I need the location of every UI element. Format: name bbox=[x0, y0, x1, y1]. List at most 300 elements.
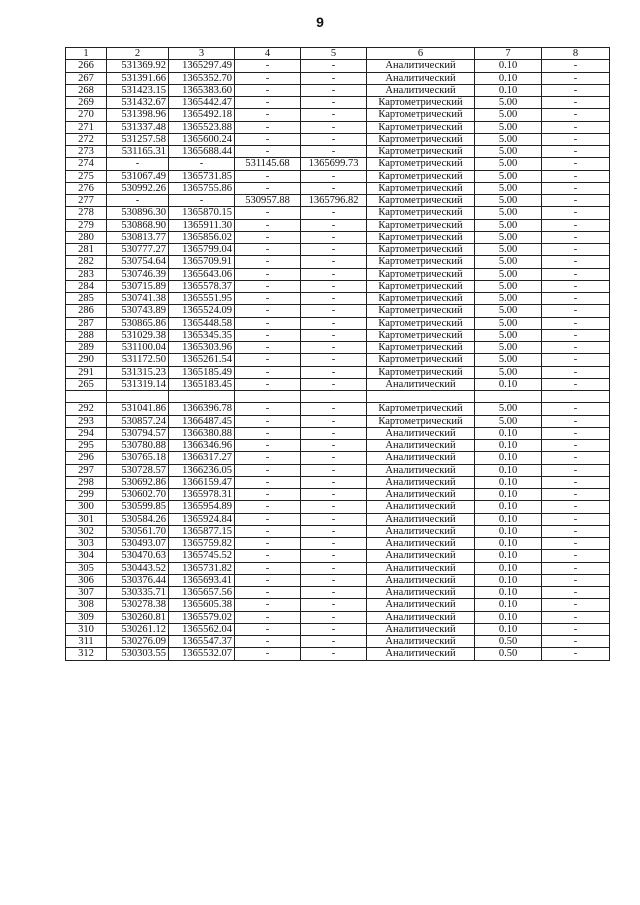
table-cell: - bbox=[542, 562, 610, 574]
table-cell bbox=[301, 391, 367, 403]
table-cell: 288 bbox=[66, 329, 107, 341]
table-cell: Картометрический bbox=[367, 244, 475, 256]
table-cell: - bbox=[235, 305, 301, 317]
table-cell: 1365297.49 bbox=[169, 60, 235, 72]
table-cell: - bbox=[235, 415, 301, 427]
table-cell: 530896.30 bbox=[107, 207, 169, 219]
table-cell: Картометрический bbox=[367, 146, 475, 158]
table-row bbox=[66, 244, 610, 256]
table-cell: - bbox=[301, 452, 367, 464]
table-cell: 266 bbox=[66, 60, 107, 72]
table-cell: Картометрический bbox=[367, 366, 475, 378]
table-cell: 531257.58 bbox=[107, 133, 169, 145]
table-row bbox=[66, 366, 610, 378]
table-cell: - bbox=[301, 170, 367, 182]
table-row bbox=[66, 452, 610, 464]
table-row bbox=[66, 317, 610, 329]
table-cell: - bbox=[235, 440, 301, 452]
table-cell: 5.00 bbox=[475, 329, 542, 341]
table-cell: - bbox=[235, 636, 301, 648]
table-cell: - bbox=[301, 489, 367, 501]
table-cell: - bbox=[542, 599, 610, 611]
table-cell: - bbox=[235, 587, 301, 599]
table-cell: - bbox=[235, 354, 301, 366]
table-cell: 530868.90 bbox=[107, 219, 169, 231]
table-cell: - bbox=[301, 611, 367, 623]
table-cell: - bbox=[542, 97, 610, 109]
table-cell: Картометрический bbox=[367, 109, 475, 121]
table-cell: - bbox=[301, 329, 367, 341]
table-cell: 269 bbox=[66, 97, 107, 109]
table-cell: - bbox=[301, 97, 367, 109]
table-row bbox=[66, 464, 610, 476]
column-header: 2 bbox=[107, 48, 169, 60]
table-cell: 1366317.27 bbox=[169, 452, 235, 464]
table-cell: 1365352.70 bbox=[169, 72, 235, 84]
table-cell: - bbox=[542, 513, 610, 525]
table-cell bbox=[169, 391, 235, 403]
table-cell: - bbox=[235, 268, 301, 280]
table-cell: 0.50 bbox=[475, 648, 542, 660]
table-cell: - bbox=[542, 525, 610, 537]
table-cell: Аналитический bbox=[367, 562, 475, 574]
table-cell: 5.00 bbox=[475, 121, 542, 133]
table-cell: 286 bbox=[66, 305, 107, 317]
table-cell: 5.00 bbox=[475, 317, 542, 329]
table-cell: 1365911.30 bbox=[169, 219, 235, 231]
table-cell: 531029.38 bbox=[107, 329, 169, 341]
table-cell: - bbox=[235, 97, 301, 109]
table-cell: - bbox=[235, 378, 301, 390]
table-row bbox=[66, 648, 610, 660]
table-cell: 530376.44 bbox=[107, 574, 169, 586]
table-cell: 530561.70 bbox=[107, 525, 169, 537]
table-cell: - bbox=[542, 182, 610, 194]
table-cell: 1365551.95 bbox=[169, 293, 235, 305]
table-cell: - bbox=[301, 293, 367, 305]
table-cell: 5.00 bbox=[475, 109, 542, 121]
table-cell: - bbox=[301, 317, 367, 329]
table-row bbox=[66, 403, 610, 415]
table-cell: - bbox=[301, 182, 367, 194]
table-cell: - bbox=[301, 476, 367, 488]
table-row bbox=[66, 489, 610, 501]
table-cell: 295 bbox=[66, 440, 107, 452]
table-cell: 1365731.82 bbox=[169, 562, 235, 574]
table-cell: 0.10 bbox=[475, 513, 542, 525]
table-cell: - bbox=[301, 109, 367, 121]
table-cell: 1365731.85 bbox=[169, 170, 235, 182]
table-cell: 1365383.60 bbox=[169, 84, 235, 96]
table-cell: 0.10 bbox=[475, 562, 542, 574]
table-cell: Аналитический bbox=[367, 464, 475, 476]
table-cell: - bbox=[235, 538, 301, 550]
table-cell: - bbox=[542, 427, 610, 439]
table-cell: - bbox=[542, 366, 610, 378]
table-row bbox=[66, 293, 610, 305]
table-cell: 308 bbox=[66, 599, 107, 611]
table-row bbox=[66, 378, 610, 390]
table-cell: 1365799.04 bbox=[169, 244, 235, 256]
table-cell: 276 bbox=[66, 182, 107, 194]
column-header: 7 bbox=[475, 48, 542, 60]
table-cell: - bbox=[542, 133, 610, 145]
table-cell: 1365524.09 bbox=[169, 305, 235, 317]
table-cell: - bbox=[301, 623, 367, 635]
table-cell: - bbox=[542, 158, 610, 170]
table-row bbox=[66, 562, 610, 574]
table-cell: - bbox=[542, 501, 610, 513]
table-cell: 531369.92 bbox=[107, 60, 169, 72]
table-cell: 277 bbox=[66, 195, 107, 207]
table-cell: 530470.63 bbox=[107, 550, 169, 562]
table-cell: 1365709.91 bbox=[169, 256, 235, 268]
table-cell: 0.10 bbox=[475, 72, 542, 84]
table-row bbox=[66, 256, 610, 268]
table-cell: Картометрический bbox=[367, 268, 475, 280]
table-cell: - bbox=[542, 109, 610, 121]
table-header-row bbox=[66, 48, 610, 60]
table-cell: 5.00 bbox=[475, 182, 542, 194]
table-cell: 274 bbox=[66, 158, 107, 170]
table-row bbox=[66, 268, 610, 280]
table-cell: 1366159.47 bbox=[169, 476, 235, 488]
table-cell: 271 bbox=[66, 121, 107, 133]
table-cell: 530584.26 bbox=[107, 513, 169, 525]
table-cell: - bbox=[542, 231, 610, 243]
table-cell bbox=[66, 391, 107, 403]
table-cell: Картометрический bbox=[367, 158, 475, 170]
table-cell: 1365448.58 bbox=[169, 317, 235, 329]
table-cell: 531067.49 bbox=[107, 170, 169, 182]
table-cell: - bbox=[235, 623, 301, 635]
table-cell: - bbox=[235, 342, 301, 354]
table-cell: Картометрический bbox=[367, 207, 475, 219]
table-cell: Картометрический bbox=[367, 415, 475, 427]
table-cell: - bbox=[301, 354, 367, 366]
table-cell: - bbox=[301, 280, 367, 292]
table-cell: - bbox=[235, 574, 301, 586]
table-cell: 530813.77 bbox=[107, 231, 169, 243]
table-cell: 530602.70 bbox=[107, 489, 169, 501]
table-cell: - bbox=[542, 636, 610, 648]
table-cell: 0.10 bbox=[475, 378, 542, 390]
table-cell: 5.00 bbox=[475, 97, 542, 109]
table-cell: 0.10 bbox=[475, 623, 542, 635]
table-cell: - bbox=[235, 489, 301, 501]
table-cell: 0.10 bbox=[475, 599, 542, 611]
table-cell: 282 bbox=[66, 256, 107, 268]
table-cell: 1365755.86 bbox=[169, 182, 235, 194]
table-cell: 0.10 bbox=[475, 489, 542, 501]
table-row bbox=[66, 170, 610, 182]
table-cell: - bbox=[235, 182, 301, 194]
coordinates-table bbox=[65, 47, 610, 661]
table-cell: 530865.86 bbox=[107, 317, 169, 329]
table-row bbox=[66, 525, 610, 537]
table-cell: - bbox=[235, 513, 301, 525]
table-cell: 1365643.06 bbox=[169, 268, 235, 280]
table-cell: 530765.18 bbox=[107, 452, 169, 464]
table-cell: - bbox=[301, 403, 367, 415]
table-row bbox=[66, 121, 610, 133]
table-row bbox=[66, 146, 610, 158]
table-cell: 531319.14 bbox=[107, 378, 169, 390]
column-header: 6 bbox=[367, 48, 475, 60]
table-cell: 303 bbox=[66, 538, 107, 550]
table-cell: - bbox=[235, 60, 301, 72]
table-row bbox=[66, 623, 610, 635]
table-cell: 0.10 bbox=[475, 84, 542, 96]
table-cell: - bbox=[542, 611, 610, 623]
table-row bbox=[66, 513, 610, 525]
table-cell: 531391.66 bbox=[107, 72, 169, 84]
table-cell: 270 bbox=[66, 109, 107, 121]
table-cell: - bbox=[235, 280, 301, 292]
table-cell: 1365492.18 bbox=[169, 109, 235, 121]
table-cell: Аналитический bbox=[367, 587, 475, 599]
table-cell: - bbox=[301, 501, 367, 513]
table-cell: - bbox=[235, 550, 301, 562]
table-cell: - bbox=[301, 550, 367, 562]
table-cell: - bbox=[169, 195, 235, 207]
table-cell: - bbox=[301, 244, 367, 256]
table-cell: - bbox=[542, 538, 610, 550]
table-cell: 1365657.56 bbox=[169, 587, 235, 599]
table-cell bbox=[542, 391, 610, 403]
table-cell: 1365261.54 bbox=[169, 354, 235, 366]
table-cell: - bbox=[235, 317, 301, 329]
table-cell: 1365759.82 bbox=[169, 538, 235, 550]
table-cell: - bbox=[235, 501, 301, 513]
table-cell: - bbox=[235, 525, 301, 537]
table-row bbox=[66, 611, 610, 623]
table-cell: - bbox=[235, 84, 301, 96]
table-cell: Картометрический bbox=[367, 219, 475, 231]
table-cell: - bbox=[235, 109, 301, 121]
table-cell: 530794.57 bbox=[107, 427, 169, 439]
table-cell: 5.00 bbox=[475, 366, 542, 378]
table-cell: - bbox=[301, 305, 367, 317]
table-cell: - bbox=[301, 72, 367, 84]
table-cell: 531315.23 bbox=[107, 366, 169, 378]
table-cell: - bbox=[235, 476, 301, 488]
table-cell: - bbox=[542, 146, 610, 158]
table-gap-row bbox=[66, 391, 610, 403]
table-cell: 298 bbox=[66, 476, 107, 488]
table-cell: 5.00 bbox=[475, 293, 542, 305]
table-row bbox=[66, 440, 610, 452]
table-cell: 0.10 bbox=[475, 611, 542, 623]
table-row bbox=[66, 182, 610, 194]
table-cell: Аналитический bbox=[367, 452, 475, 464]
table-cell: - bbox=[235, 256, 301, 268]
table-row bbox=[66, 538, 610, 550]
table-cell: - bbox=[301, 574, 367, 586]
table-cell bbox=[235, 391, 301, 403]
table-cell: 0.10 bbox=[475, 587, 542, 599]
table-cell: - bbox=[542, 207, 610, 219]
table-cell: 530599.85 bbox=[107, 501, 169, 513]
table-row bbox=[66, 60, 610, 72]
table-cell: 291 bbox=[66, 366, 107, 378]
table-cell: 1365856.02 bbox=[169, 231, 235, 243]
table-cell: - bbox=[235, 403, 301, 415]
table-cell: 299 bbox=[66, 489, 107, 501]
table-cell: - bbox=[301, 415, 367, 427]
table-cell: Картометрический bbox=[367, 342, 475, 354]
table-cell: 5.00 bbox=[475, 219, 542, 231]
table-cell: Аналитический bbox=[367, 513, 475, 525]
table-cell: - bbox=[301, 146, 367, 158]
table-cell: 1366487.45 bbox=[169, 415, 235, 427]
table-cell: 1365547.37 bbox=[169, 636, 235, 648]
table-cell: 5.00 bbox=[475, 354, 542, 366]
table-cell: 279 bbox=[66, 219, 107, 231]
table-cell: - bbox=[542, 550, 610, 562]
table-cell: 530728.57 bbox=[107, 464, 169, 476]
table-cell: 530335.71 bbox=[107, 587, 169, 599]
table-row bbox=[66, 97, 610, 109]
table-cell: - bbox=[301, 231, 367, 243]
table-cell: 1365877.15 bbox=[169, 525, 235, 537]
table-cell: - bbox=[235, 329, 301, 341]
table-cell: 530754.64 bbox=[107, 256, 169, 268]
table-cell: - bbox=[542, 256, 610, 268]
table-cell: 1365562.04 bbox=[169, 623, 235, 635]
table-cell: 530857.24 bbox=[107, 415, 169, 427]
table-cell: Аналитический bbox=[367, 525, 475, 537]
table-row bbox=[66, 342, 610, 354]
table-cell: 290 bbox=[66, 354, 107, 366]
table-cell: - bbox=[542, 219, 610, 231]
table-cell: - bbox=[542, 329, 610, 341]
table-cell: - bbox=[301, 378, 367, 390]
table-cell: 5.00 bbox=[475, 244, 542, 256]
table-cell: 0.10 bbox=[475, 574, 542, 586]
table-cell: 531432.67 bbox=[107, 97, 169, 109]
table-row bbox=[66, 574, 610, 586]
table-cell: - bbox=[235, 72, 301, 84]
table-row bbox=[66, 84, 610, 96]
table-cell: 530493.07 bbox=[107, 538, 169, 550]
table-cell: - bbox=[542, 244, 610, 256]
table-cell: 5.00 bbox=[475, 231, 542, 243]
table-cell: - bbox=[235, 170, 301, 182]
table-row bbox=[66, 354, 610, 366]
table-cell: 530692.86 bbox=[107, 476, 169, 488]
table-cell: 312 bbox=[66, 648, 107, 660]
table-cell: - bbox=[235, 599, 301, 611]
table-cell: - bbox=[235, 562, 301, 574]
table-cell: - bbox=[235, 121, 301, 133]
table-cell bbox=[107, 391, 169, 403]
table-cell: 273 bbox=[66, 146, 107, 158]
table-cell: 1365579.02 bbox=[169, 611, 235, 623]
table-cell: 1366380.88 bbox=[169, 427, 235, 439]
table-cell: Картометрический bbox=[367, 97, 475, 109]
table-row bbox=[66, 305, 610, 317]
table-cell: 301 bbox=[66, 513, 107, 525]
table-cell: - bbox=[542, 476, 610, 488]
table-cell: - bbox=[542, 121, 610, 133]
table-cell: - bbox=[301, 636, 367, 648]
column-header: 8 bbox=[542, 48, 610, 60]
table-cell: 280 bbox=[66, 231, 107, 243]
table-cell: Аналитический bbox=[367, 489, 475, 501]
table-cell bbox=[475, 391, 542, 403]
table-cell: Картометрический bbox=[367, 293, 475, 305]
table-cell: Картометрический bbox=[367, 317, 475, 329]
table-cell: - bbox=[107, 158, 169, 170]
table-cell: Картометрический bbox=[367, 170, 475, 182]
table-cell: 530715.89 bbox=[107, 280, 169, 292]
table-cell: 302 bbox=[66, 525, 107, 537]
table-cell: 531337.48 bbox=[107, 121, 169, 133]
table-cell: Картометрический bbox=[367, 231, 475, 243]
table-cell: 0.10 bbox=[475, 440, 542, 452]
table-cell: - bbox=[301, 366, 367, 378]
table-cell: 0.10 bbox=[475, 501, 542, 513]
table-row bbox=[66, 427, 610, 439]
table-cell: - bbox=[235, 648, 301, 660]
table-cell: 1366346.96 bbox=[169, 440, 235, 452]
table-cell: 0.10 bbox=[475, 452, 542, 464]
table-cell: 292 bbox=[66, 403, 107, 415]
table-cell: 1365978.31 bbox=[169, 489, 235, 501]
table-cell: - bbox=[301, 427, 367, 439]
table-cell: 289 bbox=[66, 342, 107, 354]
table-cell: 5.00 bbox=[475, 415, 542, 427]
table-cell: - bbox=[301, 648, 367, 660]
table-cell: 5.00 bbox=[475, 195, 542, 207]
table-cell: - bbox=[542, 170, 610, 182]
table-cell: 5.00 bbox=[475, 158, 542, 170]
table-cell: Картометрический bbox=[367, 403, 475, 415]
table-cell: - bbox=[235, 244, 301, 256]
table-cell: - bbox=[301, 60, 367, 72]
table-cell: 297 bbox=[66, 464, 107, 476]
table-cell: - bbox=[235, 133, 301, 145]
table-cell: Аналитический bbox=[367, 599, 475, 611]
table-cell: 268 bbox=[66, 84, 107, 96]
table-cell: Аналитический bbox=[367, 72, 475, 84]
table-cell: - bbox=[542, 574, 610, 586]
table-cell: 1365442.47 bbox=[169, 97, 235, 109]
table-cell: - bbox=[301, 121, 367, 133]
table-row bbox=[66, 207, 610, 219]
page-number: 9 bbox=[316, 14, 324, 30]
table-cell: Аналитический bbox=[367, 440, 475, 452]
table-row bbox=[66, 415, 610, 427]
table-row bbox=[66, 501, 610, 513]
table-cell: 1365532.07 bbox=[169, 648, 235, 660]
table-cell: 1365699.73 bbox=[301, 158, 367, 170]
table-cell: - bbox=[301, 268, 367, 280]
table-cell: - bbox=[542, 452, 610, 464]
table-cell: - bbox=[542, 72, 610, 84]
table-cell: 1365693.41 bbox=[169, 574, 235, 586]
table-cell: 530278.38 bbox=[107, 599, 169, 611]
table-cell: 1365870.15 bbox=[169, 207, 235, 219]
table-cell: 1365303.96 bbox=[169, 342, 235, 354]
table-cell: - bbox=[235, 427, 301, 439]
table-cell: - bbox=[301, 84, 367, 96]
table-cell: 530746.39 bbox=[107, 268, 169, 280]
table-row bbox=[66, 133, 610, 145]
table-cell: - bbox=[301, 599, 367, 611]
table-cell: - bbox=[301, 256, 367, 268]
